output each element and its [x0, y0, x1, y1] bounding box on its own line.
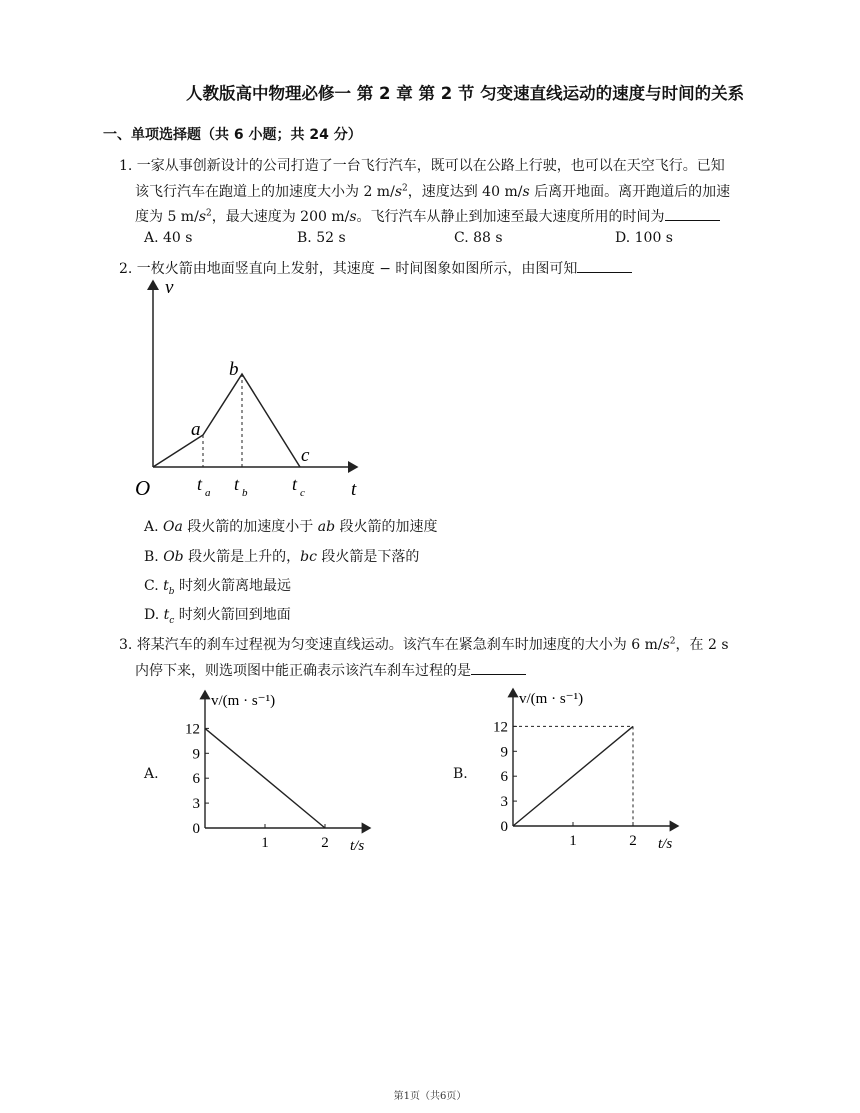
q1-line3: 度为 5 $m/s^2$，最大速度为 200 m/s。飞行汽车从静止到加速至最大速度所用的时间为 — [135, 206, 720, 226]
chart-b-x-axis-label: t/s — [658, 836, 673, 852]
chart-a-x-tick-label: 2 — [321, 835, 329, 851]
q3-option-b-label[interactable]: B. — [453, 766, 468, 782]
q3-chart-a — [170, 685, 385, 860]
q1-option-a[interactable]: A. 40 s — [144, 230, 193, 246]
point-b-label: b — [229, 359, 239, 380]
answer-blank[interactable] — [665, 207, 720, 221]
q2-stem: 2. 一枚火箭由地面竖直向上发射，其速度 − 时间图象如图所示，由图可知 — [119, 258, 632, 278]
q1-option-d[interactable]: D. 100 s — [615, 230, 673, 246]
point-a-label: a — [191, 419, 201, 440]
q1-line2: 该飞行汽车在跑道上的加速度大小为 2 $m/s^2$，速度达到 40 m/s 后离开地面。离开跑道后的加速 — [135, 183, 731, 200]
tc-label: t — [292, 474, 298, 494]
chart-b-y-tick-label: 0 — [500, 819, 508, 835]
q3-option-a-label[interactable]: A. — [144, 766, 159, 782]
chart-b-x-tick-label: 1 — [569, 833, 577, 849]
chart-a-y-tick-label: 12 — [185, 721, 200, 738]
chart-a-y-axis-label: v/(m · s⁻¹) — [211, 693, 276, 709]
t-axis-label: t — [351, 479, 357, 500]
q2-option-b[interactable]: B. Ob 段火箭是上升的，bc 段火箭是下落的 — [144, 549, 420, 565]
page-title: 人教版高中物理必修一 第 2 章 第 2 节 匀变速直线运动的速度与时间的关系 — [186, 84, 745, 103]
q1-line1: 1. 一家从事创新设计的公司打造了一台飞行汽车，既可以在公路上行驶，也可以在天空飞行。已知 — [119, 158, 725, 174]
point-c-label: c — [301, 445, 310, 466]
page-footer: 第1页（共6页） — [393, 1091, 467, 1102]
q2-option-d[interactable]: D. $t_c$ 时刻火箭回到地面 — [144, 607, 291, 626]
ta-label: t — [197, 474, 203, 494]
chart-b-y-axis-label: v/(m · s⁻¹) — [519, 691, 584, 707]
q2-vt-figure — [125, 275, 375, 510]
chart-b-series-line — [513, 726, 633, 826]
chart-b-y-tick-label: 9 — [500, 744, 508, 761]
ta-sub: a — [205, 487, 211, 499]
chart-a-series-line — [205, 728, 325, 828]
q1-option-b[interactable]: B. 52 s — [297, 230, 346, 246]
chart-a-y-tick-label: 6 — [192, 771, 200, 788]
section-heading: 一、单项选择题（共 6 小题；共 24 分） — [103, 127, 362, 143]
chart-a-y-tick-label: 9 — [192, 746, 200, 763]
q3-line1: 3. 将某汽车的刹车过程视为匀变速直线运动。该汽车在紧急刹车时加速度的大小为 6 $m/s^2$，在 2 s — [119, 636, 729, 653]
answer-blank[interactable] — [471, 661, 526, 675]
origin-label: O — [135, 476, 151, 500]
chart-a-x-axis-label: t/s — [350, 838, 365, 854]
q3-line2: 内停下来，则选项图中能正确表示该汽车刹车过程的是 — [135, 660, 526, 680]
chart-b-x-tick-label: 2 — [629, 833, 637, 849]
q1-option-c[interactable]: C. 88 s — [454, 230, 503, 246]
chart-a-y-tick-label: 0 — [192, 821, 200, 837]
v-axis-label: v — [165, 277, 174, 298]
q3-chart-b — [478, 683, 693, 858]
chart-b-y-tick-label: 6 — [500, 769, 508, 786]
chart-b-y-tick-label: 12 — [493, 719, 508, 736]
q2-option-a[interactable]: A. Oa 段火箭的加速度小于 ab 段火箭的加速度 — [144, 519, 438, 535]
tc-sub: c — [300, 487, 305, 499]
vt-curve — [153, 374, 300, 467]
chart-b-y-tick-label: 3 — [500, 794, 508, 811]
chart-a-x-tick-label: 1 — [261, 835, 269, 851]
tb-label: t — [234, 474, 240, 494]
q2-option-c[interactable]: C. $t_b$ 时刻火箭离地最远 — [144, 578, 291, 597]
chart-a-y-tick-label: 3 — [192, 796, 200, 813]
answer-blank[interactable] — [577, 259, 632, 273]
tb-sub: b — [242, 487, 248, 499]
